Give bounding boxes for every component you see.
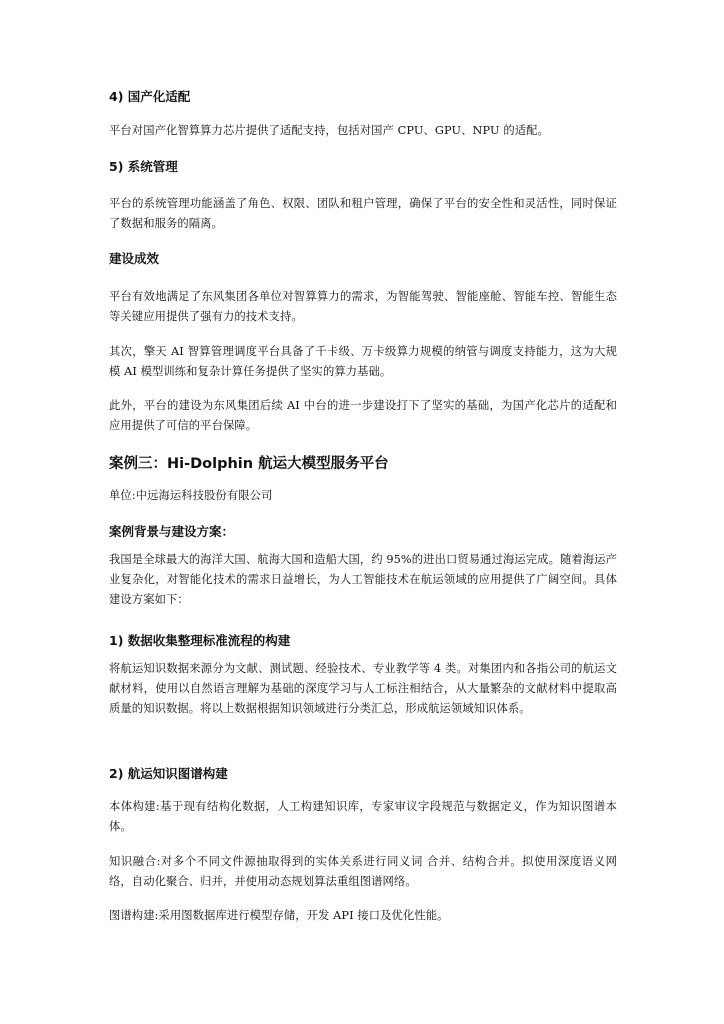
fusion-paragraph: 知识融合:对多个不同文件源抽取得到的实体关系进行同义词 合并、结构合并。拟使用深度语义网络，自动化聚合、归并，并使用动态规划算法重组图谱网络。	[109, 855, 617, 888]
graph-build-paragraph: 图谱构建:采用图数据库进行模型存储，开发 API 接口及优化性能。	[109, 909, 449, 922]
section-5-body: 平台的系统管理功能涵盖了角色、权限、团队和租户管理，确保了平台的安全性和灵活性，同时保证了数据和服务的隔离。	[109, 197, 617, 230]
ontology-paragraph: 本体构建:基于现有结构化数据，人工构建知识库，专家审议字段规范与数据定义，作为知识图谱本体。	[109, 800, 617, 833]
background-heading: 案例背景与建设方案：	[109, 524, 235, 539]
section-4-heading: 4) 国产化适配	[109, 89, 191, 104]
results-paragraph-1: 平台有效地满足了东风集团各单位对智算算力的需求，为智能驾驶、智能座舱、智能车控、智能生态 等关键应用提供了强有力的技术支持。	[109, 290, 617, 323]
results-paragraph-2: 其次，擎天 AI 智算管理调度平台具备了千卡级、万卡级算力规模的纳管与调度支持能力，这为大规模 AI 模型训练和复杂计算任务提供了坚实的算力基础。	[109, 345, 617, 378]
section-4-body: 平台对国产化智算算力芯片提供了适配支持，包括对国产 CPU、GPU、NPU 的适配。	[109, 124, 549, 137]
background-body: 我国是全球最大的海洋大国、航海大国和造船大国，约 95%的进出口贸易通过海运完成。随着海运产业复杂化，对智能化技术的需求日益增长，为人工智能技术在航运领域的应用提供了广阔空间。具体建设方案如下：	[109, 553, 617, 606]
step-2-heading: 2) 航运知识图谱构建	[109, 766, 228, 781]
results-heading: 建设成效	[109, 251, 160, 266]
case-3-title: 案例三：Hi-Dolphin 航运大模型服务平台	[109, 456, 389, 472]
case-3-unit: 单位:中远海运科技股份有限公司	[109, 489, 273, 502]
step-1-body: 将航运知识数据来源分为文献、测试题、经验技术、专业教学等 4 类。对集团内和各指公司的航运文献材料，使用以自然语言理解为基础的深度学习与人工标注相结合，从大量繁杂的文献材料中提取高质量的知识数据。将以上数据根据知识领域进行分类汇总，形成航运领域知识体系。	[109, 662, 617, 715]
section-5-heading: 5) 系统管理	[109, 159, 178, 174]
step-1-heading: 1) 数据收集整理标准流程的构建	[109, 633, 291, 648]
results-paragraph-3: 此外，平台的建设为东风集团后续 AI 中台的进一步建设打下了坚实的基础，为国产化芯片的适配和应用提供了可信的平台保障。	[109, 399, 617, 432]
